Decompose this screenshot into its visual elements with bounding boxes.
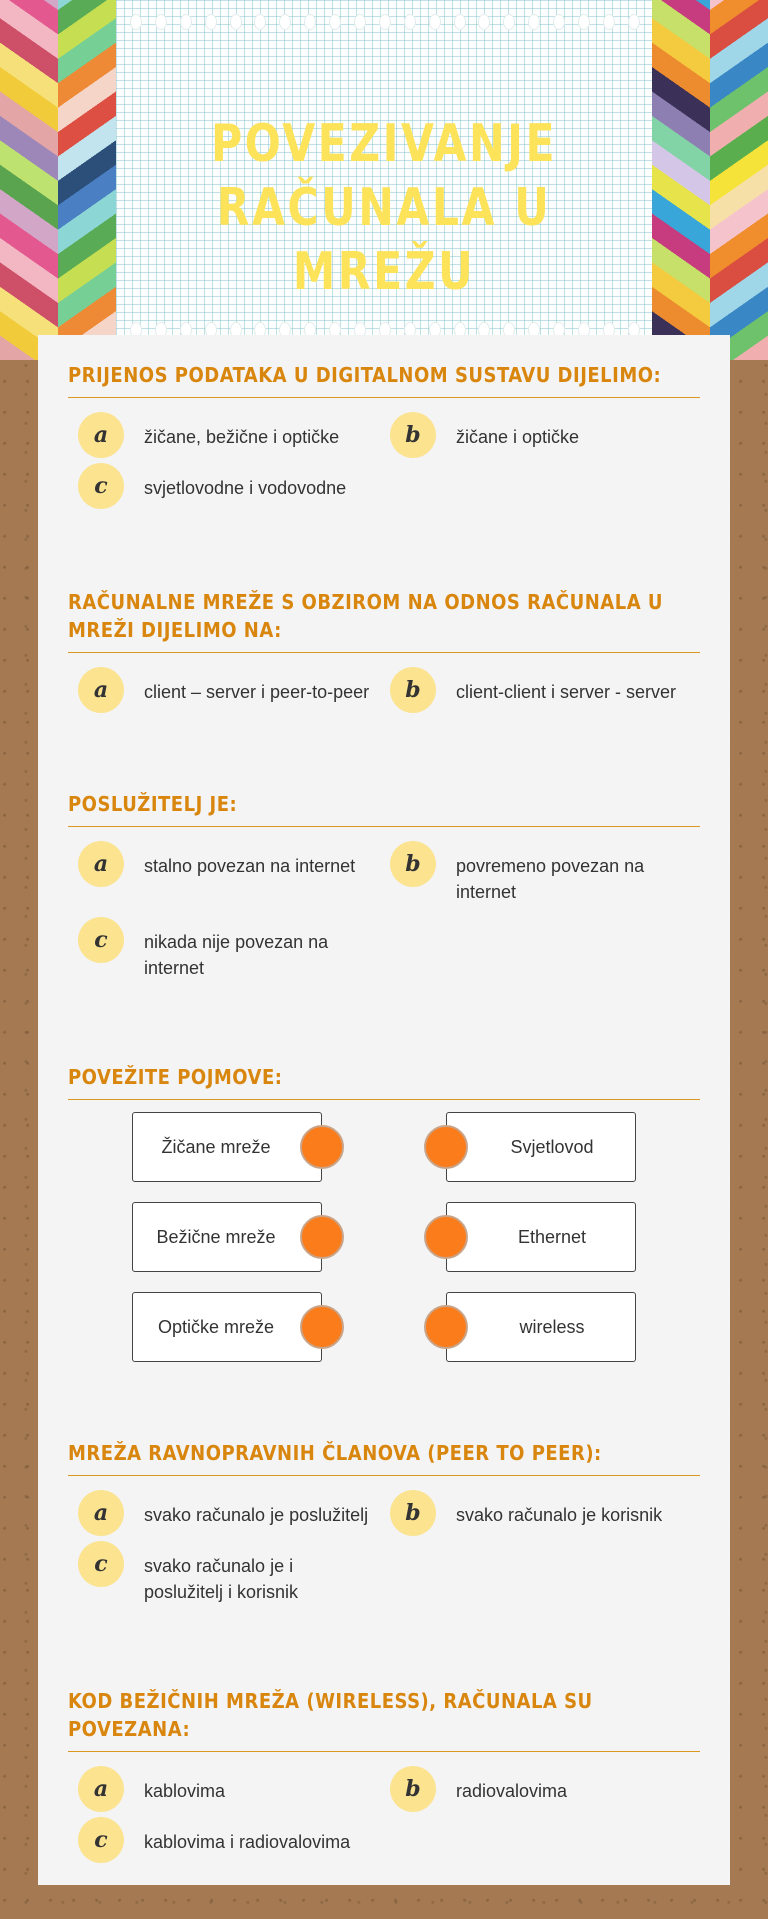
option-a[interactable]: [78, 1502, 390, 1536]
option-a[interactable]: [78, 424, 390, 458]
match-item-left[interactable]: Žičane mreže: [132, 1112, 322, 1182]
chevron-pattern-left: [0, 0, 116, 360]
question-title: MREŽA RAVNOPRAVNIH ČLANOVA (PEER TO PEER):: [68, 1439, 700, 1476]
option-text: radiovalovima: [456, 1781, 568, 1801]
match-item-left[interactable]: Optičke mreže: [132, 1292, 322, 1362]
letter-badge-b: b: [390, 841, 436, 887]
connector-dot-right[interactable]: [424, 1305, 468, 1349]
question-4-matching: [68, 1063, 700, 1100]
question-title: KOD BEŽIČNIH MREŽA (WIRELESS), RAČUNALA SU POVEZANA:: [68, 1687, 700, 1752]
match-item-right[interactable]: Ethernet: [446, 1202, 636, 1272]
match-row-1: [132, 1112, 636, 1182]
option-c[interactable]: [78, 929, 390, 981]
quiz-card: [38, 335, 730, 1885]
question-title: RAČUNALNE MREŽE S OBZIROM NA ODNOS RAČUNALA U MREŽI DIJELIMO NA:: [68, 588, 700, 653]
option-text: žičane, bežične i optičke: [144, 427, 340, 447]
page-title: [164, 112, 604, 304]
letter-badge-c: c: [78, 1817, 124, 1863]
letter-badge-b: b: [390, 412, 436, 458]
option-b[interactable]: [390, 1502, 702, 1536]
title-line-1: POVEZIVANJE: [210, 114, 558, 174]
option-a[interactable]: [78, 679, 390, 713]
option-text: povremeno povezan na internet: [456, 856, 645, 902]
question-title: POVEŽITE POJMOVE:: [68, 1063, 700, 1100]
question-3: [68, 790, 700, 981]
option-b[interactable]: [390, 853, 702, 905]
letter-badge-b: b: [390, 1766, 436, 1812]
question-title: POSLUŽITELJ JE:: [68, 790, 700, 827]
option-c[interactable]: [78, 475, 390, 509]
option-text: svako računalo je korisnik: [456, 1505, 663, 1525]
question-6: [68, 1687, 700, 1866]
paper-holes-top: [130, 14, 640, 30]
letter-badge-a: a: [78, 667, 124, 713]
connector-dot-left[interactable]: [300, 1125, 344, 1169]
title-line-2: RAČUNALA U MREŽU: [216, 178, 552, 302]
header-banner: [0, 0, 768, 360]
chevron-pattern-right: [652, 0, 768, 360]
option-b[interactable]: [390, 679, 702, 713]
option-b[interactable]: [390, 424, 702, 458]
option-text: svako računalo je poslužitelj: [144, 1505, 369, 1525]
option-text: svako računalo je i poslužitelj i korisnik: [144, 1556, 299, 1602]
match-item-left[interactable]: Bežične mreže: [132, 1202, 322, 1272]
letter-badge-a: a: [78, 841, 124, 887]
letter-badge-a: a: [78, 1766, 124, 1812]
question-2: [68, 588, 700, 727]
connector-dot-right[interactable]: [424, 1125, 468, 1169]
option-c[interactable]: [78, 1829, 390, 1863]
option-a[interactable]: [78, 853, 390, 887]
connector-dot-left[interactable]: [300, 1305, 344, 1349]
letter-badge-a: a: [78, 1490, 124, 1536]
option-a[interactable]: [78, 1778, 390, 1812]
question-5: [68, 1439, 700, 1610]
question-1: [68, 361, 700, 512]
option-c[interactable]: [78, 1553, 390, 1605]
letter-badge-b: b: [390, 1490, 436, 1536]
match-row-2: [132, 1202, 636, 1272]
option-text: nikada nije povezan na internet: [144, 932, 329, 978]
option-text: kablovima i radiovalovima: [144, 1832, 351, 1852]
letter-badge-b: b: [390, 667, 436, 713]
match-row-3: [132, 1292, 636, 1362]
match-item-right[interactable]: Svjetlovod: [446, 1112, 636, 1182]
question-title: PRIJENOS PODATAKA U DIGITALNOM SUSTAVU DIJELIMO:: [68, 361, 700, 398]
letter-badge-c: c: [78, 463, 124, 509]
option-text: svjetlovodne i vodovodne: [144, 478, 347, 498]
option-b[interactable]: [390, 1778, 702, 1812]
letter-badge-a: a: [78, 412, 124, 458]
option-text: žičane i optičke: [456, 427, 580, 447]
match-item-right[interactable]: wireless: [446, 1292, 636, 1362]
letter-badge-c: c: [78, 1541, 124, 1587]
letter-badge-c: c: [78, 917, 124, 963]
option-text: kablovima: [144, 1781, 226, 1801]
option-text: client – server i peer-to-peer: [144, 682, 370, 702]
connector-dot-right[interactable]: [424, 1215, 468, 1259]
option-text: stalno povezan na internet: [144, 856, 356, 876]
connector-dot-left[interactable]: [300, 1215, 344, 1259]
option-text: client-client i server - server: [456, 682, 677, 702]
